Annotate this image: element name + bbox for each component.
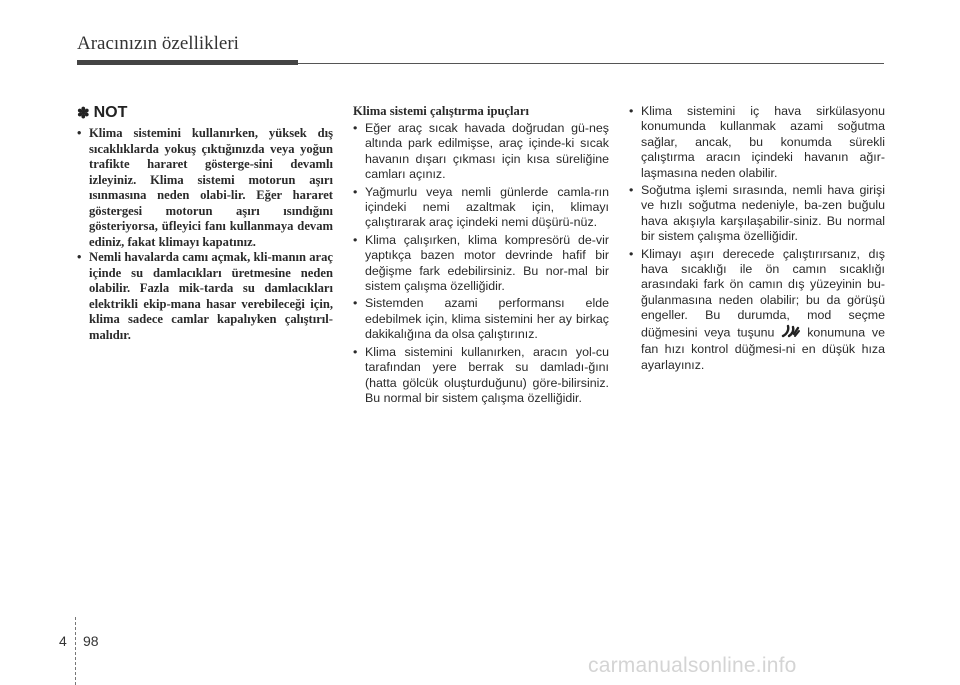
bullet: • bbox=[353, 344, 358, 359]
asterisk-icon: ✽ bbox=[77, 105, 90, 122]
tips-column-continued bbox=[629, 104, 885, 375]
bullet: • bbox=[353, 296, 358, 311]
header-rule bbox=[298, 63, 884, 64]
tips-list bbox=[353, 121, 609, 406]
tip-item-text: Sistemden azami performansı elde edebilmek için, klima sistemini her ay birkaç dakikalığına da olsa çalıştırınız. bbox=[365, 296, 609, 342]
tip-item bbox=[353, 233, 609, 295]
tip-item-text-after-icon: konumuna ve fan hızı kontrol düğmesi-ni en düşük hıza ayarlayınız. bbox=[641, 325, 885, 372]
tip-item bbox=[353, 121, 609, 183]
tip-item bbox=[353, 296, 609, 342]
tip-item-text: Klima çalışırken, klima kompresörü de-vir yaptıkça bazen motor devrinde hafif bir değişme fark edebilirsiniz. Bu nor-mal bir sistem çalışma özelliğidir. bbox=[365, 232, 609, 294]
defrost-fan-mode-icon bbox=[780, 324, 800, 342]
tip-item-text: Yağmurlu veya nemli günlerde camla-rın içindeki nemi azaltmak için, klimayı çalıştırarak araç içindeki nemi düşürü-nüz. bbox=[365, 184, 609, 230]
note-column bbox=[77, 104, 333, 343]
bullet: • bbox=[77, 126, 82, 140]
tip-item-text: Soğutma işlemi sırasında, nemli hava girişi ve hızlı soğutma nedeniyle, ba-zen buğulu hava akışıyla karşılaşabilir-siniz. Bu normal bir sistem çalışma özelliğidir. bbox=[641, 183, 885, 244]
tip-item-text: Klima sistemini iç hava sirkülasyonu konumunda kullanmak azami soğutma sağlar, ancak, bu konumda sürekli çalıştırma aracın içindeki havanın ağır-laşmasına neden olabilir. bbox=[641, 104, 885, 180]
tip-item-text: Eğer araç sıcak havada doğrudan gü-neş altında park edilmişse, araç içinde-ki sıcak havanın dışarı çıkması için kısa süreliğine camları açınız. bbox=[365, 121, 609, 182]
bullet: • bbox=[353, 232, 358, 247]
tips-column bbox=[353, 104, 609, 408]
note-item bbox=[77, 250, 333, 343]
tips-list-continued bbox=[629, 104, 885, 373]
tip-item-text: Klima sistemini kullanırken, aracın yol-cu tarafından yere berrak su damladı-ğını (hatta gölcük oluşturduğunu) göre-bilirsiniz. Bu normal bir sistem çalışma özelliğidir. bbox=[365, 344, 609, 405]
watermark: carmanualsonline.info bbox=[588, 654, 797, 677]
header-accent-bar bbox=[77, 60, 298, 65]
note-item bbox=[77, 126, 333, 250]
footer-divider bbox=[75, 617, 76, 685]
tips-heading: Klima sistemi çalıştırma ipuçları bbox=[353, 104, 529, 118]
note-item-text: Nemli havalarda camı açmak, kli-manın araç içinde su damlacıkları üretmesine neden olabilir. Fazla mik-tarda su damlacıkları elektrikli ekip-mana hasar verebileceği için, klima sadece camlar kapalıyken çalıştırıl-malıdır. bbox=[89, 250, 333, 342]
section-number: 4 bbox=[59, 633, 67, 649]
chapter-title: Aracınızın özellikleri bbox=[77, 33, 239, 54]
bullet: • bbox=[629, 183, 634, 198]
bullet: • bbox=[629, 104, 634, 118]
tip-item bbox=[629, 183, 885, 245]
note-heading bbox=[77, 104, 333, 122]
tip-item bbox=[353, 185, 609, 231]
bullet: • bbox=[353, 121, 358, 135]
note-item-text: Klima sistemini kullanırken, yüksek dış sıcaklıklarda yokuş çıktığınızda veya yoğun trafikte hararet gösterge-sini devamlı izleyiniz. Klima sistemi motorun aşırı ısınmasına neden olabi-lir. Eğer hararet göstergesi motorun aşırı ısındığını gösteriyorsa, üfleyici fanı kullanmaya devam ediniz, fakat klimayı kapatınız. bbox=[89, 126, 333, 249]
bullet: • bbox=[353, 184, 358, 199]
tip-item bbox=[629, 247, 885, 373]
bullet: • bbox=[629, 246, 634, 261]
tip-item bbox=[353, 345, 609, 407]
page-number: 98 bbox=[83, 633, 99, 649]
tip-item bbox=[629, 104, 885, 181]
note-heading-label: NOT bbox=[93, 104, 128, 121]
tip-item-text: Klimayı aşırı derecede çalıştırırsanız, dış hava sıcaklığı ile ön camın sıcaklığı arasındaki fark ön camın dış yüzeyinin bu-ğulanmasına neden olabilir; bu da görüşü engeller. Bu durumda, mod seçme düğmesini veya tuşunu bbox=[641, 246, 885, 340]
note-list bbox=[77, 126, 333, 343]
bullet: • bbox=[77, 250, 82, 264]
